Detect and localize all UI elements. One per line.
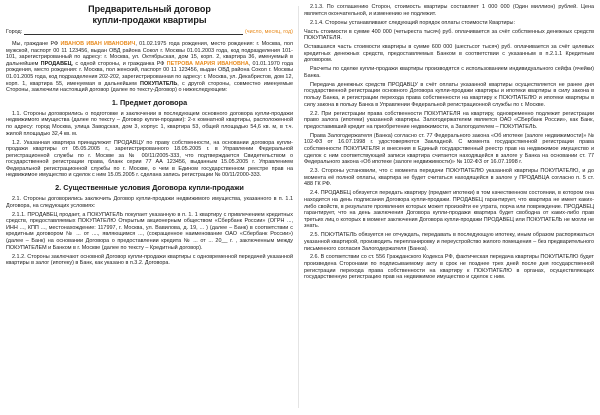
buyer-role: ПОКУПАТЕЛЬ [140,80,178,87]
clause-2-1-1: 2.1.1. ПРОДАВЕЦ продает, а ПОКУПАТЕЛЬ покупает указанную в п. 1. 1 квартиру с привлечением кредитных средств, предоставляемых ПОКУПАТЕЛЮ Открытым акционерным обществом «Сбербанк России» (ОГРН ..., ИНН ..., КПП ..., местонахождение: 117997, г. Москва, ул. Вавилова, д. 19, ... ) (далее – Банк) в соответствии с кредитным договором № ... от ...., являющимся ..., (сокращенное наименование ОАО «Сбербанк России») (далее – Банк) на основании Договора о предоставлении кредита № ... от ... 20__ г. , заключенным между ПОКУПАТЕЛЕМ и Банком в г. Москве (далее по тексту – Кредитный договор). [6,211,293,251]
right-column [304,4,594,283]
city-date-row [6,29,293,36]
clause-2-1-3: 2.1.3. По соглашению Сторон, стоимость квартиры составляет 1 000 000 (Один миллион) рублей. Цена является окончательной, и изменению не подлежит. [304,4,594,17]
payment-part-a: Часть стоимости в сумме 400 000 (четыреста тысяч) руб. оплачивается за счёт собственных денежных средств ПОКУПАТЕЛЯ. [304,28,594,42]
payment-part-b: Оставшаяся часть стоимости квартиры в сумме 600 000 (шестьсот тысяч) руб. оплачивается за счёт целевых кредитных денежных средств, предоставляемых Банком в соответствии с указанным в п.2.1.1 Кредитным договором. [304,44,594,64]
clause-2-2: 2.2. При регистрации права собственности ПОКУПАТЕЛЯ на квартиру, одновременно подлежит регистрации право залога (ипотеки) указанной квартиры. Залогодержателем является ОАО «СБербанк России», как Банк, предоставивший кредит на приобретение недвижимости, а Залогодателем – ПОКУПАТЕЛЬ. [304,110,594,130]
intro-paragraph [6,41,293,94]
left-column [6,4,293,269]
city-label: Город: [6,29,23,36]
intro-text-c: , с одной стороны, и гражданка РФ [71,60,167,67]
clause-2-1-2: 2.1.2. Стороны заключают основной Договор купли-продажи квартиры с одновременной передачей указанной квартиры в залог (ипотеку) в Банк, как указано в п.3.2. Договора. [6,253,293,267]
document-title [6,4,293,25]
clause-2-2-mortgage: Права Залогодержателя (Банка) согласно ст. 77 Федерального закона «Об ипотеке (залоге недвижимости)» № 102-ФЗ от 16.07.1998 г. удостоверяются Закладной. С момента государственной регистрации права собственности ПОКУПАТЕЛЯ и внесения в Единый государственный реестр прав на недвижимое имущество и сделок с ним соответствующей записи квартира считается находящейся в залоге у Банка на основании ст. 77 Федерального закона «Об ипотеке (залоге недвижимости)» № 102-ФЗ от 16.07.1998 г. [304,132,594,166]
payment-transfer: Передача денежных средств ПРОДАВЦУ в счёт оплаты указанной квартиры осуществляется не ранее дня государственной регистрации основного Договора купли-продажи квартиры и ипотеки квартиры в силу закона в пользу Банка, и регистрации перехода права собственности на квартиру к ПОКУПАТЕЛЮ и ипотеки квартиры в силу закона в пользу Банка в Управлении Федеральной регистрационной службы по г. Москве. [304,81,594,108]
clause-2-5: 2.5. ПОКУПАТЕЛЬ обязуется не отчуждать, передавать в последующую ипотеку, иным образом распоряжаться указанной квартирой, производить перепланировку и переустройство жилого помещения – без предварительного письменного согласия Залогодержателя (Банка). [304,232,594,252]
clause-1-1: 1.1. Стороны договорились о подготовке и заключении в последующем основного договора купли-продажи недвижимого имущества (далее по тексту – Договор купли-продажи): 2-х комнатной квартиры, расположенной по адресу: город Москва, улица Заводская, дом 3, корпус 1, квартира 53, общей площадью 54,6 кв. м, в т.ч. жилой площадью 32,4 кв. м. [6,110,293,137]
intro-text-d: , 01.01.1970 года рождения, место рождения: г. Москва, пол женский, паспорт 00 11 123456, выдан ОВД района Сокол г. Москвы 01.01.2005 года, код подразделения 202-202, зарегистрированная по адресу: г. Москва, ул. Декабристов, дом 12, корп. 1, квартира 55, именуемая в дальнейшем [6,60,293,87]
column-divider [298,6,299,408]
intro-text-b: , 01.02.1975 года рождения, место рождения: г. Москва, пол мужской, паспорт 00 11 123456, выдан ОВД района Сокол г. Москвы 01.01.2003 года, код подразделения 101-101, зарегистрированный по адресу: г. Москва, ул. Октябрьская, дом 15, корп. 2, квартира 36, именуемый в дальнейшем [6,41,293,67]
seller-name: ПЕТРОВА МАРИЯ ИВАНОВНА [166,60,249,67]
section-2-title: 2. Существенные условия Договора купли-продажи [55,183,244,193]
clause-2-1-intro: 2.1. Стороны договорились заключить Договор купли-продажи недвижимого имущества, указанного в п. 1.1 Договора, на следующих условиях: [6,196,293,209]
buyer-name: ИВАНОВ ИВАН ИВАНОВИЧ [60,41,136,47]
clause-2-1-4: 2.1.4. Стороны устанавливают следующий порядок оплаты стоимости Квартиры: [310,19,515,26]
intro-text-a: Мы, граждане РФ [12,41,61,47]
title-line-2: купли-продажи квартиры [92,14,207,25]
payment-safe-box: Расчеты по сделке купли-продажи квартиры производятся с использованием индивидуального сейфа (ячейки) Банка. [304,66,594,79]
clause-2-4: 2.4. ПРОДАВЕЦ обязуется передать квартиру (предмет ипотеки) в том качественном состоянии, в котором она находится на день подписания Договора купли-продажи. ПРОДАВЕЦ гарантирует, что квартира не имеет каких-либо свойств, в результате проявления которых может произойти ее утрата, порча или повреждение. ПРОДАВЕЦ гарантирует, что на день заключения Договора купли-продажи квартира будет свободна от каких-либо прав третьих лиц о которых в момент заключения Договора купли-продажи ПРОДАВЕЦ или ПОКУПАТЕЛЬ не могли не знать. [304,190,594,230]
clause-1-2: 1.2. Указанная квартира принадлежит ПРОДАВЦУ по праву собственности, на основании договора купли-продажи квартиры от 05.05.2005 г., зарегистрированного 18.05.2005 г. в Управлении Федеральной регистрационной службы по г. Москве за № 00/11/2005-333, что подтверждается Свидетельством о государственной регистрации права, бланк серии 77 АА 123456, выданным 15.05.2005 г. Управлением Федеральной регистрационной службы по г. Москве, о чем в Едином государственном реестре прав на недвижимое имущество и сделок с ним 15.05.2005 г. сделана запись регистрации № 00/11/2000-333. [6,139,293,179]
city-blank-line [24,29,243,35]
clause-2-3: 2.3. Стороны установили, что с момента передачи ПОКУПАТЕЛЮ указанной квартиры ПОКУПАТЕЛЮ, и до момента её полной оплаты, квартира не будет считаться находящейся в залоге у ПРОДАВЦА согласно п. 5 ст. 488 ГК РФ. [304,168,594,188]
section-1-title: 1. Предмет договора [111,97,188,107]
title-line-1: Предварительный договор [88,4,211,14]
date-hint: (число, месяц, год) [245,29,293,36]
clause-2-6: 2.6. В соответствии со ст. 556 Гражданского Кодекса РФ, фактическая передача квартиры ПОКУПАТЕЛЮ будет произведена Сторонами по подписываемому акту в срок не позднее трех дней после дня государственной регистрации перехода права собственности на квартиру к ПОКУПАТЕЛЮ в органах, осуществляющих государственную регистрацию прав на недвижимое имущество и сделок с ним. [304,254,594,281]
intro-text-e: , с другой стороны, совместно именуемые Стороны, заключили настоящий договор (далее по тексту-Договор) о нижеследующем: [6,80,293,94]
seller-role: ПРОДАВЕЦ [40,60,72,67]
